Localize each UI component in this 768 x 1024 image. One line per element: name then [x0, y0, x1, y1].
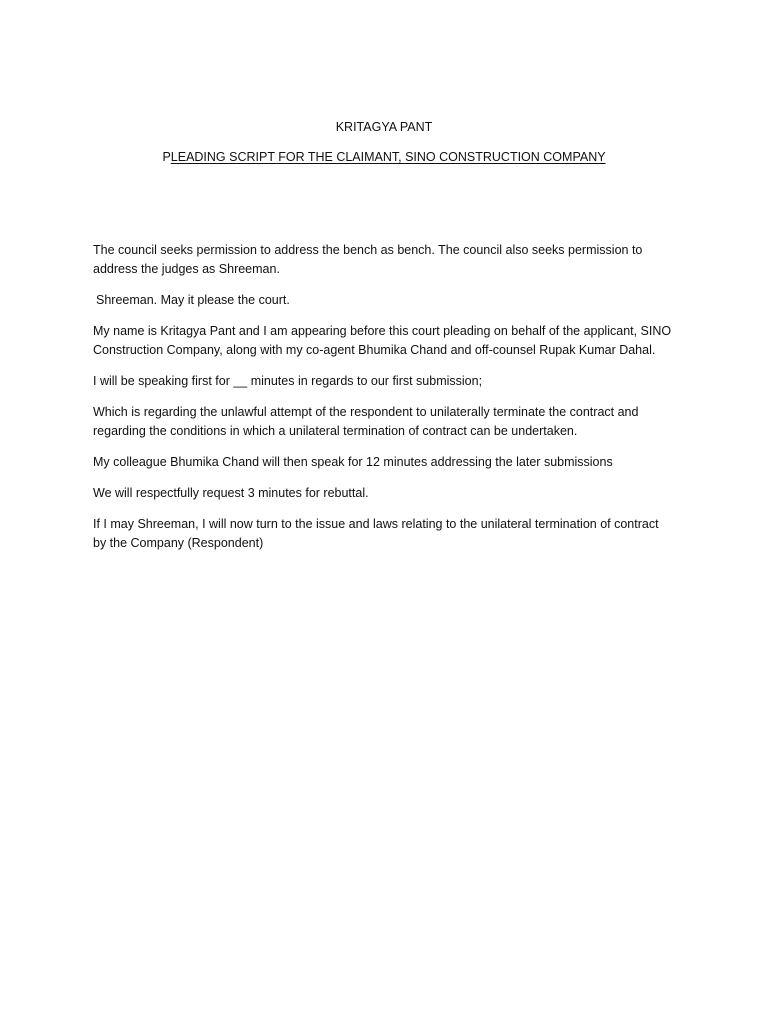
paragraph-first-submission: Which is regarding the unlawful attempt of the respondent to unilaterally terminate the contract and regarding the conditions in which a unilateral termination of contract can be undertaken.	[93, 405, 639, 438]
paragraph-greeting: Shreeman. May it please the court.	[96, 293, 290, 307]
paragraph-introduction: My name is Kritagya Pant and I am appearing before this court pleading on behalf of the applicant, SINO Construction Company, along with my co-agent Bhumika Chand and off-counsel Rupak Kumar Dahal.	[93, 324, 672, 357]
title-first-letter: P	[162, 150, 171, 164]
paragraph-permission: The council seeks permission to address the bench as bench. The council also seeks permission to address the judges as Shreeman.	[93, 243, 643, 276]
paragraph-rebuttal: We will respectfully request 3 minutes for rebuttal.	[93, 486, 369, 500]
author-name: KRITAGYA PANT	[335, 120, 433, 134]
paragraph-speaking-time: I will be speaking first for __ minutes in regards to our first submission;	[93, 374, 483, 388]
paragraph-colleague: My colleague Bhumika Chand will then speak for 12 minutes addressing the later submissions	[93, 455, 613, 469]
title-underlined-text: LEADING SCRIPT FOR THE CLAIMANT, SINO CONSTRUCTION COMPANY	[170, 150, 606, 164]
paragraph-transition: If I may Shreeman, I will now turn to the issue and laws relating to the unilateral termination of contract by the Company (Respondent)	[93, 517, 659, 550]
document-title	[0, 149, 768, 165]
document-body	[93, 241, 673, 565]
